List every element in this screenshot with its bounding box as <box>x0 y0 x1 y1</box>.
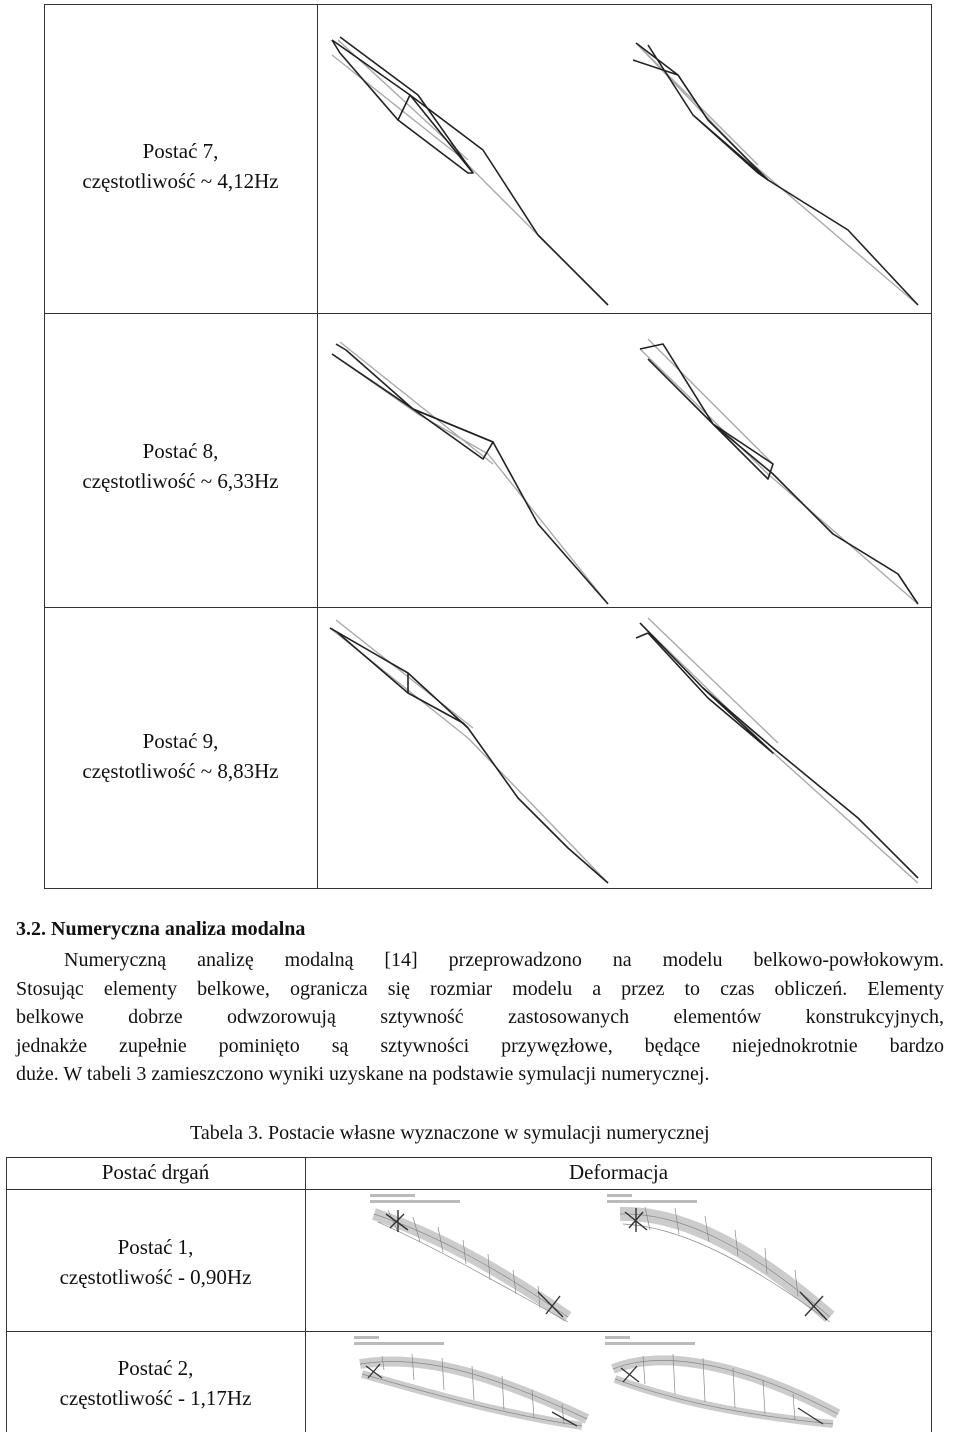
paragraph-line-3: belkowe dobrze odwzorowują sztywność zastosowanych elementów konstrukcyjnych, <box>16 1006 944 1028</box>
mode-2-deformation-thumbnail-right <box>603 1334 843 1430</box>
table-3-caption: Tabela 3. Postacie własne wyznaczone w symulacji numerycznej <box>190 1122 710 1144</box>
mode-7-deformation-figure <box>318 5 931 312</box>
table-3-header-sep <box>6 1189 932 1190</box>
paragraph-line-2: Stosując elementy belkowe, ogranicza się rozmiar modelu a przez to czas obliczeń. Elementy <box>16 977 944 1000</box>
mode-1-label: Postać 1, częstotliwość - 0,90Hz <box>59 1235 252 1289</box>
mode-1-deformation-thumbnail-left <box>368 1192 603 1327</box>
mode-8-label: Postać 8, częstotliwość ~ 6,33Hz <box>82 439 279 493</box>
section-heading: 3.2. Numeryczna analiza modalna <box>16 918 306 940</box>
paragraph-line-1: Numeryczną analizę modalną [14] przeprowadzono na modelu belkowo-powłokowym. <box>64 949 944 971</box>
mode-9-deformation-figure <box>318 608 931 888</box>
paragraph-line-4: jednakże zupełnie pominięto są sztywności przywęzłowe, będące niejednokrotnie bardzo <box>16 1034 944 1057</box>
mode-2-label: Postać 2, częstotliwość - 1,17Hz <box>59 1356 252 1410</box>
paragraph-line-5: duże. W tabeli 3 zamieszczono wyniki uzyskane na podstawie symulacji numerycznej. <box>16 1063 710 1085</box>
section-paragraph <box>16 946 944 1089</box>
table-3-header-deformation: Deformacja <box>568 1160 669 1184</box>
mode-8-deformation-figure <box>318 314 931 606</box>
table-3-header-mode: Postać drgań <box>101 1160 210 1184</box>
mode-1-deformation-thumbnail-right <box>605 1192 845 1327</box>
mode-7-label: Postać 7, częstotliwość ~ 4,12Hz <box>82 139 279 193</box>
mode-9-label: Postać 9, częstotliwość ~ 8,83Hz <box>82 729 279 783</box>
table-3-divider <box>305 1157 306 1432</box>
mode-2-deformation-thumbnail-left <box>352 1334 592 1430</box>
table-3-row-sep <box>6 1331 932 1332</box>
